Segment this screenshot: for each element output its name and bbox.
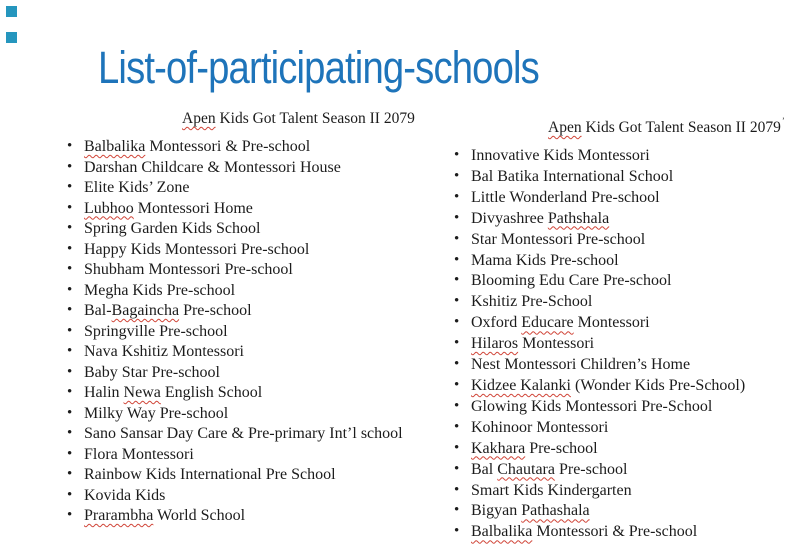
list-item: • Happy Kids Montessori Pre-school: [66, 240, 403, 261]
list-item: • Prarambha World School: [66, 506, 403, 527]
list-item: • Bal-Bagaincha Pre-school: [66, 301, 403, 322]
list-item: • Hilaros Montessori: [453, 334, 745, 355]
list-item: • Innovative Kids Montessori: [453, 146, 745, 167]
list-item: • Bal Batika International School: [453, 167, 745, 188]
misspelled-word: Pathshala: [547, 209, 610, 227]
list-item: • Lubhoo Montessori Home: [66, 199, 403, 220]
list-item: • Kovida Kids: [66, 486, 403, 507]
column-header: Apen Kids Got Talent Season II 2079: [182, 110, 415, 127]
misspelled-word: Prarambha: [84, 507, 154, 524]
misspelled-word: Newa: [123, 384, 161, 401]
list-item: • Star Montessori Pre-school: [453, 230, 745, 251]
list-item: • Divyashree Pathshala: [453, 209, 745, 230]
misspelled-word: Chautara: [497, 460, 555, 478]
corner-marker-icon: [6, 6, 17, 17]
page-title: List-of-participating-schools: [98, 42, 539, 93]
list-item: • Springville Pre-school: [66, 322, 403, 343]
misspelled-word: Bagaincha: [111, 302, 180, 319]
list-item: • Kakhara Pre-school: [453, 439, 745, 460]
school-list: [66, 137, 403, 527]
list-item: • Little Wonderland Pre-school: [453, 188, 745, 209]
misspelled-word: Kidzee Kalanki: [471, 376, 571, 394]
list-item: • Spring Garden Kids School: [66, 219, 403, 240]
list-item: • Balbalika Montessori & Pre-school: [66, 137, 403, 158]
list-item: • Blooming Edu Care Pre-school: [453, 271, 745, 292]
misspelled-word: Kakhara: [471, 439, 526, 457]
misspelled-word: Educare: [521, 314, 574, 332]
misspelled-word: Hilaros: [471, 335, 519, 353]
list-item: • Kshitiz Pre-School: [453, 292, 745, 313]
list-item: • Mama Kids Pre-school: [453, 251, 745, 272]
list-item: • Nava Kshitiz Montessori: [66, 342, 403, 363]
misspelled-word: Apen: [548, 119, 582, 136]
misspelled-word: Pathashala: [521, 502, 590, 520]
list-item: • Darshan Childcare & Montessori House: [66, 158, 403, 179]
list-item: • Megha Kids Pre-school: [66, 281, 403, 302]
list-item: • Milky Way Pre-school: [66, 404, 403, 425]
list-item: • Flora Montessori: [66, 445, 403, 466]
list-item: • Balbalika Montessori & Pre-school: [453, 522, 745, 543]
column-header: Apen Kids Got Talent Season II $2079^ʼ$: [548, 116, 785, 136]
list-item: • Elite Kids’ Zone: [66, 178, 403, 199]
list-item: • Baby Star Pre-school: [66, 363, 403, 384]
list-item: • Kohinoor Montessori: [453, 418, 745, 439]
misspelled-word: Lubhoo: [84, 199, 134, 217]
misspelled-word: Balbalika: [471, 523, 533, 541]
stray-mark: ʼ: [781, 116, 785, 126]
list-item: • Nest Montessori Children’s Home: [453, 355, 745, 376]
list-item: • Bal Chautara Pre-school: [453, 460, 745, 481]
list-item: • Halin Newa English School: [66, 383, 403, 404]
corner-marker-icon: [6, 32, 17, 43]
list-item: • Kidzee Kalanki (Wonder Kids Pre-School): [453, 376, 745, 397]
list-item: • Bigyan Pathashala: [453, 501, 745, 522]
list-item: • Glowing Kids Montessori Pre-School: [453, 397, 745, 418]
misspelled-word: Apen: [182, 110, 216, 127]
list-item: • Smart Kids Kindergarten: [453, 481, 745, 502]
school-list: [453, 146, 745, 543]
list-item: • Oxford Educare Montessori: [453, 313, 745, 334]
list-item: • Sano Sansar Day Care & Pre-primary Int’l school: [66, 424, 403, 445]
list-item: • Shubham Montessori Pre-school: [66, 260, 403, 281]
list-item: • Rainbow Kids International Pre School: [66, 465, 403, 486]
misspelled-word: Balbalika: [84, 138, 146, 155]
